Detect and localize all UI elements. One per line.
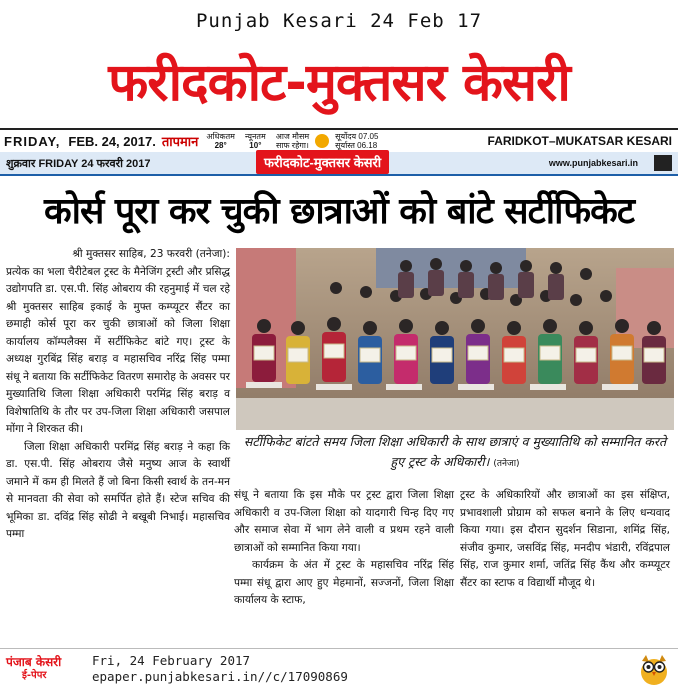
epaper-footer bbox=[0, 648, 678, 689]
dateline-day: FRIDAY, bbox=[4, 133, 61, 149]
min-temp: न्यूनतम 10° bbox=[244, 132, 266, 150]
paragraph: प्रत्येक का भला चैरीटेबल ट्रस्ट के मैनेजिंग ट्रस्टी और प्रसिद्ध उद्योगपति डा. एस.पी. सिंह ओबराय की रहनुमाई में चल रहे श्री मुक्तसर साहिब इकाई के मुफ्त कम्प्यूटर सैंटर का छमाही कोर्स पूरा कर चुकी छात्राओं को जिला शिक्षा कार्यालय कॉम्पलैक्स में सर्टीफिकेट बांटे गए। ट्रस्ट के अध्यक्ष गुरबिंद्र सिंह बराड़ व महासचिव नरिंद्र सिंह पम्मा संधू ने बताया कि सर्टीफिकेट वितरण समारोह के अवसर पर मुख्यातिथि जिला शिक्षा अधिकारी परमिंद्र सिंह बराड़ व विशेषातिथि के तौर पर उप-जिला शिक्षा अधिकारी जसपाल मोंगा ने शिरकत की। bbox=[6, 265, 230, 435]
punjab-kesari-logo bbox=[6, 655, 88, 685]
footer-date: Fri, 24 February 2017 bbox=[92, 653, 251, 668]
photo-caption bbox=[236, 432, 674, 482]
caption-text: सर्टीफिकेट बांटते समय जिला शिक्षा अधिकारी के साथ छात्राएं व मुख्यातिथि को सम्मानित करते हुए ट्रस्ट के अधिकारी। bbox=[243, 434, 667, 469]
masthead-title: फरीदकोट-मुक्तसर केसरी bbox=[108, 53, 570, 113]
logo-line-1: पंजाब केसरी bbox=[6, 655, 62, 669]
weather-box bbox=[206, 132, 309, 150]
dateline-date: FEB. 24, 2017. bbox=[68, 133, 156, 149]
barcode-icon bbox=[654, 155, 672, 171]
photo-illustration bbox=[236, 248, 674, 430]
max-temp: अधिकतम 28° bbox=[206, 132, 235, 150]
sun-times: सूर्योदय 07.05 सूर्यास्त 06.18 bbox=[335, 132, 379, 150]
article-column-2 bbox=[234, 487, 454, 610]
weather-today: आज मौसम साफ रहेगा। bbox=[275, 132, 310, 150]
footer-info bbox=[92, 653, 348, 685]
paragraph: ट्रस्ट के अधिकारियों और छात्राओं का इस संक्षिप्त, प्रभावशाली प्रोग्राम को सफल बनाने के लिए धन्यवाद किया गया। इस दौरान सुदर्शन सिडाना, शमिंद्र सिंह, संजीव कुमार, जसविंद्र सिंह, मनदीप भंडारी, रविंद्रपाल सिंह, राज कुमार शर्मा, जतिंद्र सिंह कैंथ और कम्प्यूटर सैंटर का स्टाफ व विद्यार्थी मौजूद थे। bbox=[460, 489, 670, 589]
photo-credit: (तनेजा) bbox=[493, 459, 520, 469]
paragraph: कार्यक्रम के अंत में ट्रस्ट के महासचिव नरिंद्र सिंह पम्मा संधू द्वारा आए हुए मेहमानों, सज्जनों, जिला शिक्षा कार्यालय के स्टाफ, bbox=[234, 559, 454, 606]
event-photo bbox=[236, 248, 674, 430]
logo-line-2: ई-पेपर bbox=[22, 670, 47, 681]
page-header-band bbox=[0, 152, 678, 176]
article-headline: कोर्स पूरा कर चुकी छात्राओं को बांटे सर्टीफिकेट bbox=[44, 191, 634, 232]
edition-name: FARIDKOT–MUKATSAR KESARI bbox=[487, 134, 672, 148]
website-url: www.punjabkesari.in bbox=[548, 158, 638, 168]
owl-icon bbox=[636, 651, 672, 687]
temperature-label: तापमान bbox=[161, 134, 199, 149]
sun-icon bbox=[315, 134, 329, 148]
dateline-byline: श्री मुक्तसर साहिब, 23 फरवरी (तनेजा): bbox=[72, 248, 230, 260]
masthead bbox=[22, 44, 656, 122]
paragraph: संधू ने बताया कि इस मौके पर ट्रस्ट द्वारा जिला शिक्षा अधिकारी व उप-जिला शिक्षा को यादगारी चिन्ह दिए गए और समाज सेवा में भाग लेने वाली व प्रथम रहने वाली छात्राओं को सम्मानित किया गया। bbox=[234, 489, 454, 554]
edition-logo: फरीदकोट-मुक्तसर केसरी bbox=[256, 150, 389, 174]
paragraph: जिला शिक्षा अधिकारी परमिंद्र सिंह बराड़ ने कहा कि डा. एस.पी. सिंह ओबराय जैसे मनुष्य आज के स्वार्थी जमाने में कम ही मिलते हैं जो बिना किसी स्वार्थ के तन-मन से मानवता की सेवा को समर्पित होते हैं। स्टेज सचिव की भूमिका डा. दविंद्र सिंह सोढी ने बखूबी निभाई। महासचिव पम्मा bbox=[6, 440, 230, 540]
clipping-caption: Punjab Kesari 24 Feb 17 bbox=[195, 10, 483, 32]
article-column-1 bbox=[6, 246, 230, 544]
page-date: शुक्रवार FRIDAY 24 फरवरी 2017 bbox=[6, 157, 151, 170]
article-column-3 bbox=[460, 487, 670, 592]
footer-url[interactable]: epaper.punjabkesari.in//c/17090869 bbox=[92, 669, 348, 684]
